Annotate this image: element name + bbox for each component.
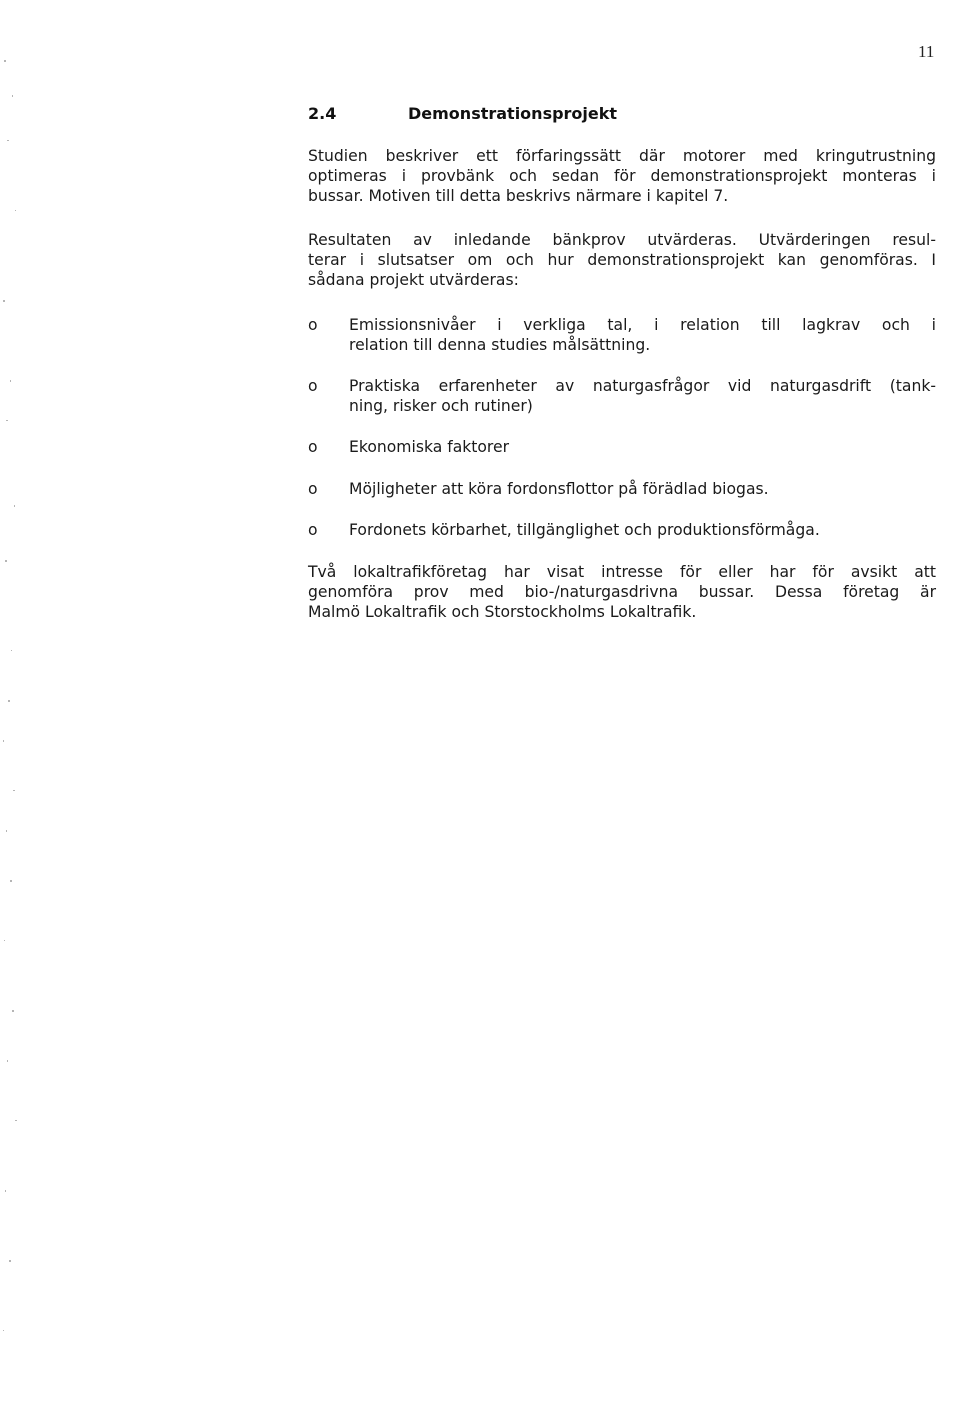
bullet-line: Emissionsnivåer i verkliga tal, i relation till lagkrav och i [349,316,936,334]
paragraph-line: genomföra prov med bio-/naturgasdrivna bussar. Dessa företag är [308,583,936,601]
paragraph-companies [308,562,936,622]
bullet-line: relation till denna studies målsättning. [349,336,651,354]
bullet-marker: o [308,377,318,395]
bullet-marker: o [308,316,318,334]
section-heading [308,104,617,123]
paragraph-line: optimeras i provbänk och sedan för demonstrationsprojekt monteras i [308,167,936,185]
paragraph-line: Malmö Lokaltrafik och Storstockholms Lokaltrafik. [308,603,697,621]
bullet-marker: o [308,438,318,456]
bullet-line: Praktiska erfarenheter av naturgasfrågor vid naturgasdrift (tank- [349,377,936,395]
paragraph-line: Resultaten av inledande bänkprov utvärderas. Utvärderingen resul- [308,231,936,249]
paragraph-line: bussar. Motiven till detta beskrivs närmare i kapitel 7. [308,187,729,205]
section-title: Demonstrationsprojekt [408,104,618,123]
section-number: 2.4 [308,104,337,123]
paragraph-line: Studien beskriver ett förfaringssätt där motorer med kringutrustning [308,147,936,165]
page-number: 11 [918,42,935,61]
bullet-line: Ekonomiska faktorer [349,438,510,456]
paragraph-line: Två lokaltrafikföretag har visat intresse för eller har för avsikt att [308,563,936,581]
bullet-marker: o [308,521,318,539]
bullet-line: Fordonets körbarhet, tillgänglighet och produktionsförmåga. [349,521,820,539]
paragraph-intro [308,146,936,206]
bullet-line: ning, risker och rutiner) [349,397,533,415]
bullet-marker: o [308,480,318,498]
paragraph-line: sådana projekt utvärderas: [308,271,519,289]
paragraph-results [308,230,936,290]
bullet-line: Möjligheter att köra fordonsflottor på förädlad biogas. [349,480,769,498]
scan-edge-noise [0,0,40,1425]
paragraph-line: terar i slutsatser om och hur demonstrationsprojekt kan genomföras. I [308,251,936,269]
